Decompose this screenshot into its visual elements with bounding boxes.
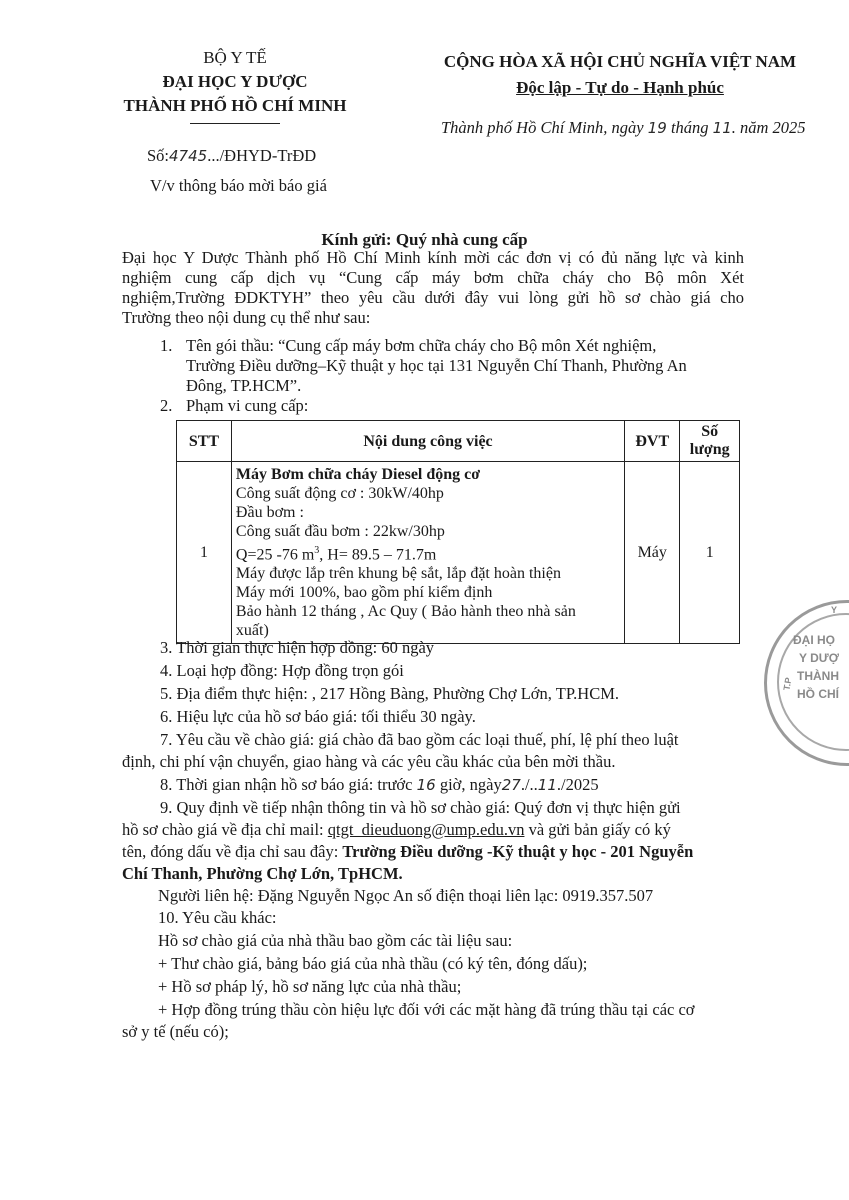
national-motto (420, 78, 820, 98)
row-quantity: 1 (680, 462, 740, 644)
date-day-handwritten: 19 (647, 119, 667, 137)
item-1-number: 1. (160, 336, 173, 355)
row-unit: Máy (625, 462, 680, 644)
intro-line-2: nghiệm cung cấp dịch vụ “Cung cấp máy bơm chữa cháy cho Bộ môn Xét (122, 268, 744, 287)
item-9-line-3-prefix: tên, đóng dấu về địa chỉ sau đây: (122, 842, 339, 861)
item-1-text (186, 336, 746, 396)
intro-line-1: Đại học Y Dược Thành phố Hồ Chí Minh kính mời các đơn vị có đủ năng lực và kinh (122, 248, 744, 267)
document-date (441, 118, 806, 138)
item-9-line-2 (122, 820, 671, 840)
intro-paragraph (122, 248, 744, 328)
email-link[interactable]: qtgt_dieuduong@ump.edu.vn (327, 820, 525, 839)
item-10-intro: Hồ sơ chào giá của nhà thầu bao gồm các tài liệu sau: (158, 931, 513, 950)
row-line-1: Công suất động cơ : 30kW/40hp (235, 485, 444, 502)
row-title: Máy Bơm chữa cháy Diesel động cơ (235, 466, 481, 483)
row-line-2: Đầu bơm : (235, 504, 304, 521)
item-8-prefix: 8. Thời gian nhận hồ sơ báo giá: trước (160, 775, 413, 794)
university-name-line1: ĐẠI HỌC Y DƯỢC (162, 72, 308, 91)
intro-line-4: Trường theo nội dung cụ thể như sau: (122, 308, 371, 327)
item-1-line-2: Trường Điều dưỡng–Kỹ thuật y học tại 131 Nguyễn Chí Thanh, Phường An (186, 356, 687, 375)
date-month-prefix: tháng (670, 118, 709, 137)
row-line-7: xuất) (235, 622, 269, 640)
item-8-hour-handwritten: 16 (416, 776, 436, 794)
doc-number-handwritten: 4745 (169, 147, 208, 165)
row-content (231, 462, 624, 644)
seal-line-4: HỒ CHÍ (797, 687, 839, 701)
item-9-line-2-prefix: hồ sơ chào giá về địa chỉ mail: (122, 820, 324, 839)
item-7-line-2: định, chi phí vận chuyển, giao hàng và các yêu cầu khác của bên mời thầu. (122, 752, 616, 771)
header-quantity-line1: Số (701, 423, 719, 440)
item-4: 4. Loại hợp đồng: Hợp đồng trọn gói (160, 661, 404, 680)
university-name-line2: THÀNH PHỐ HỒ CHÍ MINH (123, 96, 347, 115)
seal-line-1: ĐẠI HỌ (793, 633, 835, 647)
seal-side-text: T.P (781, 676, 794, 692)
item-2-text: Phạm vi cung cấp: (186, 396, 309, 415)
item-1-line-3: Đông, TP.HCM”. (186, 376, 302, 395)
item-8-day-handwritten: 27 (501, 776, 521, 794)
item-8 (160, 775, 599, 795)
item-10-bullet-3: + Hợp đồng trúng thầu còn hiệu lực đối với các mặt hàng đã trúng thầu tại các cơ (158, 1000, 695, 1019)
item-8-month-handwritten: 11 (537, 776, 557, 794)
row-line-5: Máy mới 100%, bao gồm phí kiểm định (235, 584, 493, 602)
item-8-suffix: ./2025 (556, 775, 599, 794)
item-6: 6. Hiệu lực của hồ sơ báo giá: tối thiểu 30 ngày. (160, 707, 476, 726)
row-stt: 1 (177, 462, 232, 644)
item-8-sep: ./.. (520, 775, 538, 794)
header-quantity (680, 421, 740, 462)
greeting: Kính gửi: Quý nhà cung cấp (321, 230, 528, 249)
seal-line-3: THÀNH (797, 669, 839, 683)
row-flow-sup: 3 (314, 545, 320, 556)
row-flow-b: , H= 89.5 – 71.7m (319, 546, 437, 564)
item-1-line-1: Tên gói thầu: “Cung cấp máy bơm chữa cháy cho Bộ môn Xét nghiệm, (186, 336, 657, 355)
ministry-name: BỘ Y TẾ (203, 48, 267, 67)
header-unit: ĐVT (625, 421, 680, 462)
row-flow-line (236, 541, 620, 564)
item-9-line-1: 9. Quy định về tiếp nhận thông tin và hồ sơ chào giá: Quý đơn vị thực hiện gửi (160, 798, 681, 817)
date-year: . năm 2025 (731, 118, 806, 137)
seal-top-char: Y (831, 605, 838, 615)
item-5: 5. Địa điểm thực hiện: , 217 Hồng Bàng, Phường Chợ Lớn, TP.HCM. (160, 684, 620, 703)
seal-inner-ring (777, 613, 849, 751)
item-10-bullet-1: + Thư chào giá, bảng báo giá của nhà thầu (có ký tên, đóng dấu); (158, 954, 588, 973)
table-row (177, 462, 740, 644)
item-10-title: 10. Yêu cầu khác: (158, 908, 277, 927)
item-9-line-3 (122, 842, 693, 862)
university-seal (764, 600, 849, 766)
table-header-row (177, 421, 740, 462)
item-10-last-line: sở y tế (nếu có); (122, 1022, 229, 1041)
seal-line-2: Y DƯỢ (799, 651, 839, 665)
date-month-handwritten: 11 (712, 119, 732, 137)
item-3: 3. Thời gian thực hiện hợp đồng: 60 ngày (160, 638, 435, 657)
item-9-address-part-1: Trường Điều dưỡng -Kỹ thuật y học - 201 Nguyễn (342, 842, 694, 861)
contact-person: Người liên hệ: Đặng Nguyễn Ngọc An số điện thoại liên lạc: 0919.357.507 (158, 886, 654, 905)
date-prefix: Thành phố Hồ Chí Minh, ngày (441, 118, 644, 137)
item-9-address-part-2: Chí Thanh, Phường Chợ Lớn, TpHCM. (122, 864, 403, 883)
intro-line-3: nghiệm,Trường ĐDKTYH” theo yêu cầu dưới đây vui lòng gửi hồ sơ chào giá cho (122, 288, 744, 307)
row-line-6: Bảo hành 12 tháng , Ac Quy ( Bảo hành theo nhà sản (235, 603, 576, 621)
document-number (147, 146, 316, 166)
row-line-4: Máy được lắp trên khung bệ sắt, lắp đặt hoàn thiện (235, 565, 561, 583)
scope-table (176, 420, 740, 644)
item-9-line-2-suffix: và gửi bản giấy có ký (528, 820, 671, 839)
item-10-bullet-2: + Hồ sơ pháp lý, hồ sơ năng lực của nhà thầu; (158, 977, 462, 996)
doc-number-prefix: Số: (147, 146, 170, 165)
item-2-number: 2. (160, 396, 173, 415)
row-line-3: Công suất đầu bơm : 22kw/30hp (235, 523, 445, 540)
header-stt: STT (177, 421, 232, 462)
item-8-mid: giờ, ngày (439, 775, 502, 794)
header-content: Nội dung công việc (231, 421, 624, 462)
header-quantity-line2: lượng (689, 441, 730, 458)
document-subject: V/v thông báo mời báo giá (150, 176, 327, 195)
motto-text: Độc lập - Tự do - Hạnh phúc (516, 78, 724, 97)
country-name: CỘNG HÒA XÃ HỘI CHỦ NGHĨA VIỆT NAM (443, 52, 797, 71)
item-7-line-1: 7. Yêu cầu về chào giá: giá chào đã bao gồm các loại thuế, phí, lệ phí theo luật (160, 730, 679, 749)
row-flow-a: Q=25 -76 m (235, 546, 315, 564)
doc-number-suffix: .../ĐHYD-TrĐD (207, 146, 317, 165)
header-divider-left (190, 123, 280, 124)
